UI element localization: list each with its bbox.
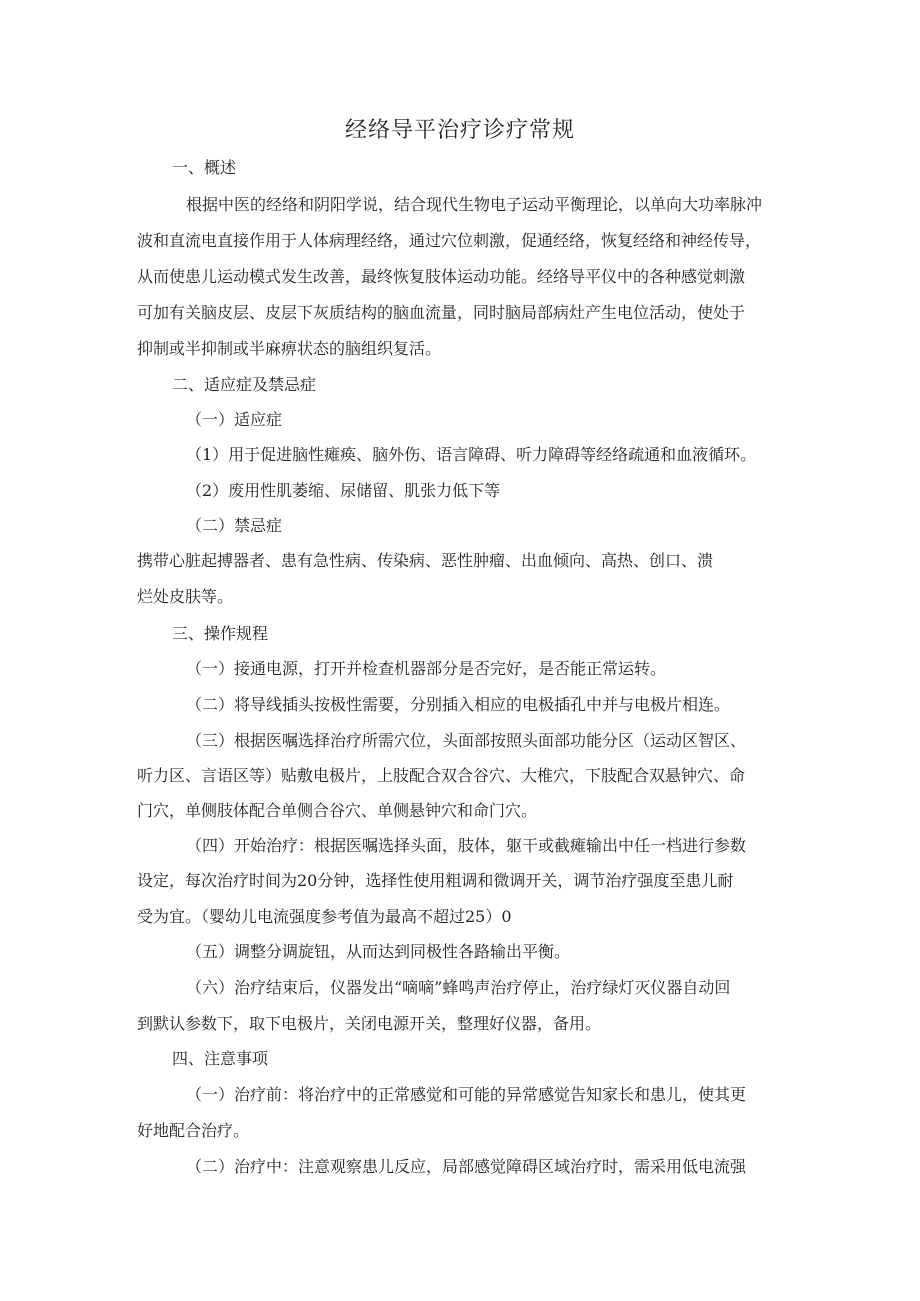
text-line: 可加有关脑皮层、皮层下灰质结构的脑血流量，同时脑局部病灶产生电位活动，使处于 — [137, 303, 746, 322]
text-line: （二）治疗中：注意观察患儿反应，局部感觉障碍区域治疗时，需采用低电流强 — [186, 1157, 747, 1176]
text-line: 好地配合治疗。 — [137, 1121, 250, 1140]
text-line: （2）废用性肌萎缩、尿储留、肌张力低下等 — [186, 481, 501, 500]
text-line: 携带心脏起搏器者、患有急性病、传染病、恶性肿瘤、出血倾向、高热、创口、溃 — [137, 551, 714, 570]
text-line: 受为宜。（婴幼儿电流强度参考值为最高不超过25）0 — [137, 907, 512, 926]
text-line: （五）调整分调旋钮，从而达到同极性各路输出平衡。 — [186, 942, 571, 961]
text-line: 烂处皮肤等。 — [137, 587, 234, 606]
text-line: （四）开始治疗：根据医嘱选择头面，肢体，躯干或截瘫输出中任一档进行参数 — [186, 836, 747, 855]
text-line: （三）根据医嘱选择治疗所需穴位，头面部按照头面部功能分区（运动区智区、 — [186, 731, 747, 750]
text-line: 从而使患儿运动模式发生改善，最终恢复肢体运动功能。经络导平仪中的各种感觉刺激 — [137, 267, 746, 286]
text-line: 三、操作规程 — [172, 624, 269, 643]
text-line: 波和直流电直接作用于人体病理经络，通过穴位刺激，促通经络，恢复经络和神经传导， — [137, 231, 762, 250]
text-line: 二、适应症及禁忌症 — [172, 375, 317, 394]
text-line: 一、概述 — [172, 158, 237, 177]
text-line: （1）用于促进脑性瘫痪、脑外伤、语言障碍、听力障碍等经络疏通和血液循环。 — [186, 445, 757, 464]
text-line: （二）禁忌症 — [186, 516, 283, 535]
text-line: （一）适应症 — [186, 410, 283, 429]
text-line: （一）治疗前：将治疗中的正常感觉和可能的异常感觉告知家长和患儿，使其更 — [186, 1085, 747, 1104]
text-line: 抑制或半抑制或半麻痹状态的脑组织复活。 — [137, 339, 442, 358]
text-line: 四、注意事项 — [172, 1049, 269, 1068]
text-line: 根据中医的经络和阴阳学说，结合现代生物电子运动平衡理论，以单向大功率脉冲 — [186, 195, 763, 214]
text-line: （一）接通电源，打开并检查机器部分是否完好，是否能正常运转。 — [186, 659, 667, 678]
text-line: 到默认参数下，取下电极片，关闭电源开关，整理好仪器，备用。 — [137, 1014, 602, 1033]
document-title: 经络导平治疗诊疗常规 — [344, 118, 575, 143]
text-line: （六）治疗结束后，仪器发出“嘀嘀”蜂鸣声治疗停止，治疗绿灯灭仪器自动回 — [186, 978, 731, 997]
text-line: 门穴，单侧肢体配合单侧合谷穴、单侧悬钟穴和命门穴。 — [137, 801, 538, 820]
text-line: 设定，每次治疗时间为20分钟，选择性使用粗调和微调开关，调节治疗强度至患儿耐 — [137, 871, 734, 890]
text-line: 听力区、言语区等）贴敷电极片，上肢配合双合谷穴、大椎穴，下肢配合双悬钟穴、命 — [137, 766, 746, 785]
text-line: （二）将导线插头按极性需要，分别插入相应的电极插孔中并与电极片相连。 — [186, 695, 731, 714]
